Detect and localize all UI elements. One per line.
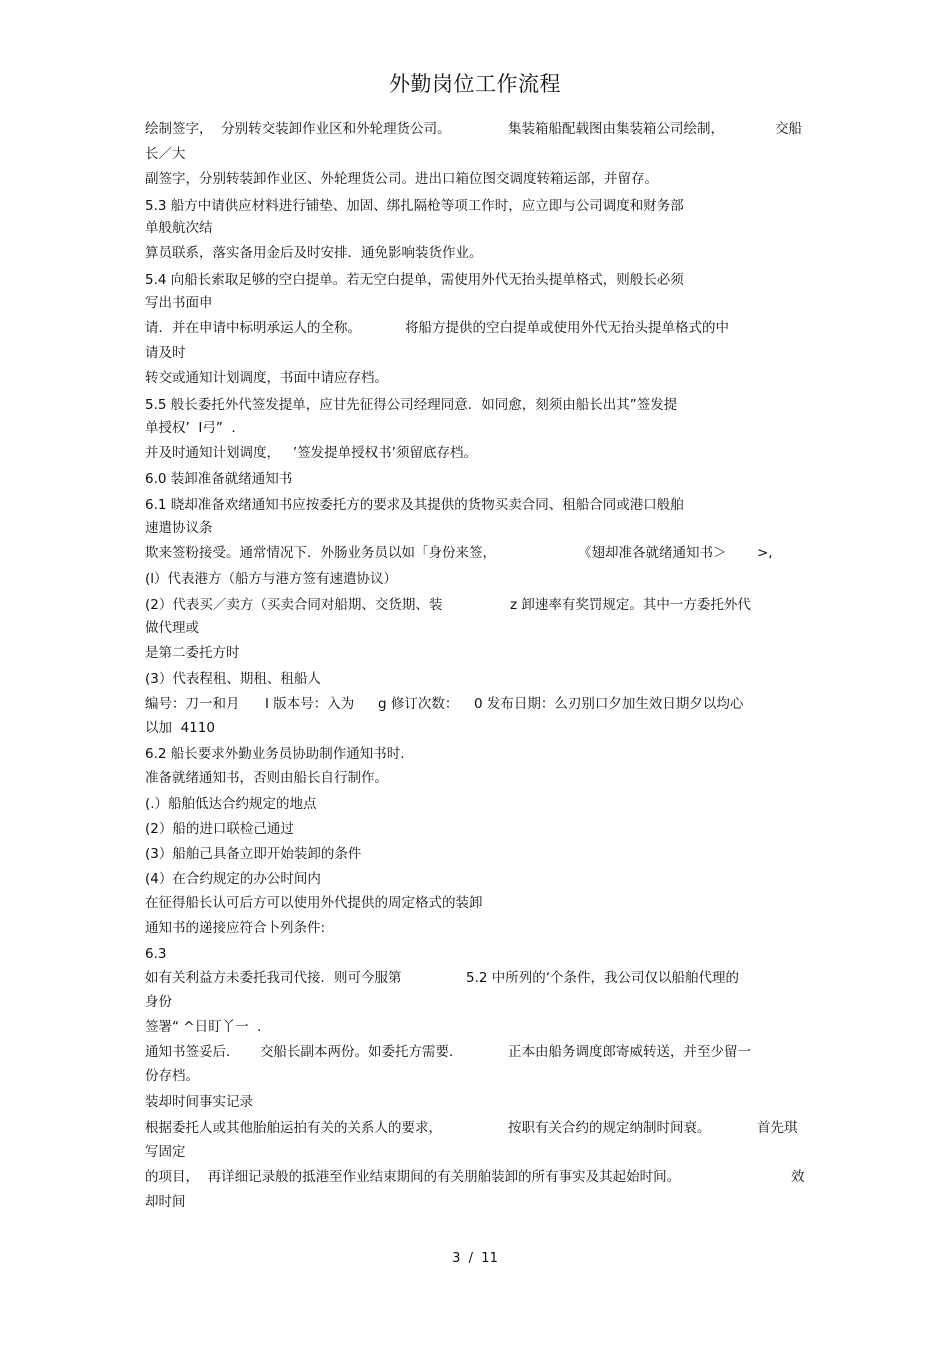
body-line-22: 是第二委托方时	[145, 645, 240, 661]
body-line-38c: 正本由船务调度郎寄威转送，并至少留一	[508, 1044, 751, 1060]
revision-label: g 修订次数：	[378, 696, 459, 712]
body-line-1b: 集装箱船配载图由集装箱公司绘制，	[508, 121, 724, 137]
body-line-1a: 绘制签字， 分别转交装卸作业区和外轮理货公司。	[145, 121, 451, 137]
body-line-1c: 交船	[775, 121, 802, 137]
body-line-33: 通知书的递接应符合卜列条件:	[145, 920, 326, 936]
body-line-32: 在征得船长认可后方可以使用外代提供的周定格式的装卸	[145, 895, 483, 911]
body-line-9a: 请．并在申请中标明承运人的全称。	[145, 320, 361, 336]
body-line-35b: 5.2 中所列的‘个条件，我公司仅以船舶代理的	[466, 970, 740, 986]
body-line-20a: (2）代表买／卖方（买卖合同对船期、交货期、装	[145, 597, 443, 613]
body-line-19: (l）代表港方（船方与港方签有速遣协议）	[145, 571, 398, 587]
version-label: I 版本号：入为	[265, 696, 355, 712]
body-line-26: 6.2 船长要求外勤业务员协助制作通知书时.	[145, 746, 405, 762]
body-line-16: 6.1 晓却准备欢绪通知书应按委托方的要求及其提供的货物买卖合同、租船合同或港口般舶	[145, 497, 684, 513]
body-line-28: (.）船舶低达合约规定的地点	[145, 796, 317, 812]
body-line-14: 并及时通知计划调度， ’签发提单授权书’须留底存档。	[145, 445, 477, 461]
body-line-21: 做代理或	[145, 620, 199, 636]
body-line-39: 份存档。	[145, 1068, 199, 1084]
section-heading-6-0: 6.0 装卸准备就绪通知书	[145, 471, 293, 487]
page-number: 3 / 11	[452, 1251, 498, 1266]
body-line-10: 请及时	[145, 345, 186, 361]
page-title: 外勤岗位工作流程	[389, 72, 561, 96]
section-heading-laytime: 装却时间事实记录	[145, 1094, 253, 1110]
body-line-9b: 将船方提供的空白提单或使用外代无抬头提单格式的中	[405, 320, 729, 336]
body-line-27: 准备就绪通知书，否则由船长自行制作。	[145, 770, 388, 786]
body-line-3: 副签字，分别转装卸作业区、外轮理货公司。进出口箱位图交调度转箱运部，并留存。	[145, 171, 658, 187]
body-line-18b: 《翅却准各就绪通知书＞	[578, 545, 727, 561]
body-line-18a: 欺来签粉接受。通常情况下．外肠业务员以如「身份来签，	[145, 545, 496, 561]
body-line-35a: 如有关利益方未委托我司代接．则可今服第	[145, 970, 402, 986]
body-line-41b: 按职有关合约的规定纳制时间衰。	[508, 1120, 711, 1136]
body-line-43b: 效	[791, 1169, 805, 1185]
body-line-20b: z 卸速率有奖罚规定。其中一方委托外代	[510, 597, 751, 613]
body-line-44: 却时间	[145, 1194, 186, 1210]
body-line-8: 写出书面申	[145, 295, 213, 311]
body-line-18c: >,	[757, 545, 773, 561]
body-line-4: 5.3 船方中请供应材料进行铺垫、加固、绑扎隔枪等项工作时，应立即与公司调度和财务部	[145, 198, 684, 214]
body-line-25: 以加 4110	[145, 720, 215, 736]
body-line-41a: 根据委托人或其他胎舶运拍有关的关系人的要求，	[145, 1120, 442, 1136]
body-line-11: 转交或通知计划调度，书面中请应存档。	[145, 370, 388, 386]
body-line-5: 单般航次结	[145, 220, 213, 236]
body-line-7: 5.4 向船长索取足够的空白提单。若无空白提单，需使用外代无抬头提单格式，则般长必须	[145, 272, 684, 288]
body-line-38b: 交船长副本两份。如委托方需要．	[260, 1044, 463, 1060]
body-line-31: (4）在合约规定的办公时间内	[145, 871, 321, 887]
publish-date-label: 0 发布日期：么刃别口夕加生效日期夕以均心	[474, 696, 744, 712]
body-line-17: 速遣协议条	[145, 520, 213, 536]
body-line-2: 长／大	[145, 146, 186, 162]
body-line-6: 算员联系，落实备用金后及时安排．通免影响装货作业。	[145, 245, 483, 261]
body-line-30: (3）船舶己具备立即开始装卸的条件	[145, 846, 362, 862]
body-line-38a: 通知书签妥后．	[145, 1044, 240, 1060]
body-line-42: 写固定	[145, 1144, 186, 1160]
body-line-13: 单授权’ I弓” .	[145, 420, 236, 436]
body-line-37: 签署“ ^日盯丫一 .	[145, 1019, 262, 1035]
body-line-23: (3）代表程租、期租、租船人	[145, 671, 321, 687]
body-line-36: 身份	[145, 994, 172, 1010]
body-line-12: 5.5 般长委托外代签发提单，应甘先征得公司经理同意．如同愈，刻须由船长出其”签发提	[145, 397, 678, 413]
body-line-41c: 首先琪	[757, 1120, 798, 1136]
body-line-43a: 的项目， 再详细记录般的抵港至作业结束期间的有关朋舶装卸的所有事实及其起始时间。	[145, 1169, 681, 1185]
body-line-29: (2）船的进口联检己通过	[145, 821, 294, 837]
doc-number-label: 编号：刀一和月	[145, 696, 240, 712]
section-heading-6-3: 6.3	[145, 946, 167, 962]
